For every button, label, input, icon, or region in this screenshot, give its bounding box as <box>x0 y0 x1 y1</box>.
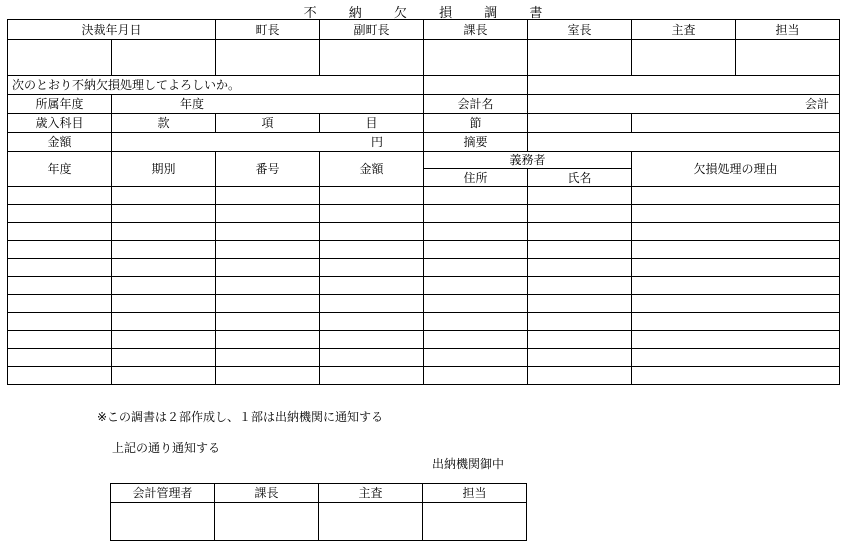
detail-number-header: 番号 <box>216 152 320 187</box>
staff-header: 担当 <box>736 20 840 40</box>
row-name-cell[interactable] <box>528 187 632 205</box>
row-number-cell[interactable] <box>216 241 320 259</box>
row-amount-cell[interactable] <box>320 295 424 313</box>
section-chief-header: 課長 <box>215 484 319 503</box>
sign-seal-row <box>111 503 527 541</box>
request-row <box>8 76 840 95</box>
row-year-cell[interactable] <box>8 295 112 313</box>
mayor-seal-cell[interactable] <box>216 40 320 76</box>
deputy-mayor-header: 副町長 <box>320 20 424 40</box>
row-number-cell[interactable] <box>216 205 320 223</box>
title-char: 書 <box>529 6 543 21</box>
row-period-cell[interactable] <box>112 223 216 241</box>
row-year-cell[interactable] <box>8 367 112 385</box>
row-number-cell[interactable] <box>216 277 320 295</box>
table-row <box>8 187 840 205</box>
table-row <box>8 241 840 259</box>
row-address-cell[interactable] <box>424 295 528 313</box>
row-reason-cell[interactable] <box>632 367 840 385</box>
row-name-cell[interactable] <box>528 331 632 349</box>
row-number-cell[interactable] <box>216 223 320 241</box>
row-period-cell[interactable] <box>112 205 216 223</box>
moku-field[interactable]: 目 <box>320 114 424 133</box>
amount-label: 金額 <box>8 133 112 152</box>
row-period-cell[interactable] <box>112 241 216 259</box>
year-field[interactable]: 年度 <box>112 95 424 114</box>
row-reason-cell[interactable] <box>632 223 840 241</box>
row-amount-cell[interactable] <box>320 223 424 241</box>
row-reason-cell[interactable] <box>632 331 840 349</box>
row-reason-cell[interactable] <box>632 241 840 259</box>
table-row <box>8 313 840 331</box>
section-chief-seal-cell[interactable] <box>215 503 319 541</box>
row-address-cell[interactable] <box>424 367 528 385</box>
row-amount-cell[interactable] <box>320 313 424 331</box>
row-name-cell[interactable] <box>528 295 632 313</box>
table-row <box>8 295 840 313</box>
approval-date-cell[interactable] <box>112 40 216 76</box>
row-number-cell[interactable] <box>216 313 320 331</box>
row-year-cell[interactable] <box>8 331 112 349</box>
summary-field[interactable] <box>528 133 840 152</box>
row-amount-cell[interactable] <box>320 241 424 259</box>
amount-row <box>8 133 840 152</box>
row-number-cell[interactable] <box>216 259 320 277</box>
row-period-cell[interactable] <box>112 295 216 313</box>
row-period-cell[interactable] <box>112 331 216 349</box>
empty-cell[interactable] <box>632 114 840 133</box>
approval-header-row <box>8 20 840 40</box>
row-address-cell[interactable] <box>424 313 528 331</box>
row-amount-cell[interactable] <box>320 331 424 349</box>
table-row <box>8 349 840 367</box>
title-char: 納 <box>348 6 362 21</box>
detail-rows <box>8 187 840 385</box>
kan-field[interactable]: 款 <box>112 114 216 133</box>
row-amount-cell[interactable] <box>320 205 424 223</box>
staff-header: 担当 <box>423 484 527 503</box>
row-year-cell[interactable] <box>8 259 112 277</box>
staff-seal-cell[interactable] <box>423 503 527 541</box>
accounting-manager-seal-cell[interactable] <box>111 503 215 541</box>
approval-date-header: 決裁年月日 <box>8 20 216 40</box>
row-address-cell[interactable] <box>424 241 528 259</box>
budget-row <box>8 114 840 133</box>
row-amount-cell[interactable] <box>320 367 424 385</box>
row-reason-cell[interactable] <box>632 205 840 223</box>
sign-table <box>110 483 527 541</box>
table-row <box>8 259 840 277</box>
row-amount-cell[interactable] <box>320 349 424 367</box>
row-name-cell[interactable] <box>528 277 632 295</box>
row-reason-cell[interactable] <box>632 277 840 295</box>
row-address-cell[interactable] <box>424 349 528 367</box>
approval-date-cell[interactable] <box>8 40 112 76</box>
row-name-cell[interactable] <box>528 313 632 331</box>
row-reason-cell[interactable] <box>632 187 840 205</box>
title-char: 調 <box>484 6 498 21</box>
row-name-cell[interactable] <box>528 349 632 367</box>
setsu-field[interactable]: 節 <box>424 114 528 133</box>
mayor-header: 町長 <box>216 20 320 40</box>
row-address-cell[interactable] <box>424 277 528 295</box>
title-char: 不 <box>303 6 317 21</box>
amount-field[interactable]: 円 <box>112 133 424 152</box>
row-address-cell[interactable] <box>424 187 528 205</box>
row-year-cell[interactable] <box>8 277 112 295</box>
empty-cell[interactable] <box>528 114 632 133</box>
row-year-cell[interactable] <box>8 223 112 241</box>
title-char: 欠 <box>393 6 407 21</box>
request-text: 次のとおり不納欠損処理してよろしいか。 <box>8 76 424 95</box>
row-address-cell[interactable] <box>424 259 528 277</box>
table-row <box>8 367 840 385</box>
row-number-cell[interactable] <box>216 349 320 367</box>
sign-header-row <box>111 484 527 503</box>
row-number-cell[interactable] <box>216 367 320 385</box>
row-name-cell[interactable] <box>528 259 632 277</box>
row-address-cell[interactable] <box>424 205 528 223</box>
office-chief-seal-cell[interactable] <box>528 40 632 76</box>
row-name-cell[interactable] <box>528 241 632 259</box>
staff-seal-cell[interactable] <box>736 40 840 76</box>
row-name-cell[interactable] <box>528 367 632 385</box>
supervisor-seal-cell[interactable] <box>632 40 736 76</box>
accounting-manager-header: 会計管理者 <box>111 484 215 503</box>
row-number-cell[interactable] <box>216 187 320 205</box>
obligor-header: 義務者 <box>424 152 632 169</box>
row-period-cell[interactable] <box>112 313 216 331</box>
deputy-mayor-seal-cell[interactable] <box>320 40 424 76</box>
section-chief-header: 課長 <box>424 20 528 40</box>
table-row <box>8 205 840 223</box>
detail-header-row-1 <box>8 152 840 169</box>
year-label: 所属年度 <box>8 95 112 114</box>
name-header: 氏名 <box>528 169 632 187</box>
row-amount-cell[interactable] <box>320 187 424 205</box>
row-period-cell[interactable] <box>112 277 216 295</box>
row-year-cell[interactable] <box>8 187 112 205</box>
row-reason-cell[interactable] <box>632 295 840 313</box>
detail-year-header: 年度 <box>8 152 112 187</box>
copy-note: ※この調書は２部作成し、１部は出納機関に通知する <box>97 410 384 424</box>
row-name-cell[interactable] <box>528 223 632 241</box>
account-name-label: 会計名 <box>424 95 528 114</box>
year-account-row <box>8 95 840 114</box>
address-header: 住所 <box>424 169 528 187</box>
row-reason-cell[interactable] <box>632 313 840 331</box>
empty-cell <box>528 76 840 95</box>
summary-label: 摘要 <box>424 133 528 152</box>
empty-cell <box>424 76 528 95</box>
title-char: 損 <box>439 6 453 21</box>
table-row <box>8 331 840 349</box>
reason-header: 欠損処理の理由 <box>632 152 840 187</box>
row-reason-cell[interactable] <box>632 259 840 277</box>
row-year-cell[interactable] <box>8 241 112 259</box>
approval-seal-row <box>8 40 840 76</box>
row-address-cell[interactable] <box>424 223 528 241</box>
row-amount-cell[interactable] <box>320 277 424 295</box>
row-year-cell[interactable] <box>8 349 112 367</box>
row-amount-cell[interactable] <box>320 259 424 277</box>
row-period-cell[interactable] <box>112 349 216 367</box>
row-reason-cell[interactable] <box>632 349 840 367</box>
kou-field[interactable]: 項 <box>216 114 320 133</box>
notify-text: 上記の通り通知する <box>112 441 221 455</box>
row-year-cell[interactable] <box>8 205 112 223</box>
row-period-cell[interactable] <box>112 367 216 385</box>
detail-amount-header: 金額 <box>320 152 424 187</box>
row-address-cell[interactable] <box>424 331 528 349</box>
supervisor-seal-cell[interactable] <box>319 503 423 541</box>
table-row <box>8 277 840 295</box>
row-year-cell[interactable] <box>8 313 112 331</box>
recipient-text: 出納機関御中 <box>432 457 505 471</box>
deficit-form-table <box>7 19 840 385</box>
budget-label: 歳入科目 <box>8 114 112 133</box>
supervisor-header: 主査 <box>319 484 423 503</box>
table-row <box>8 223 840 241</box>
row-name-cell[interactable] <box>528 205 632 223</box>
section-chief-seal-cell[interactable] <box>424 40 528 76</box>
row-period-cell[interactable] <box>112 187 216 205</box>
account-name-field[interactable]: 会計 <box>528 95 840 114</box>
detail-period-header: 期別 <box>112 152 216 187</box>
row-number-cell[interactable] <box>216 331 320 349</box>
supervisor-header: 主査 <box>632 20 736 40</box>
office-chief-header: 室長 <box>528 20 632 40</box>
row-number-cell[interactable] <box>216 295 320 313</box>
row-period-cell[interactable] <box>112 259 216 277</box>
